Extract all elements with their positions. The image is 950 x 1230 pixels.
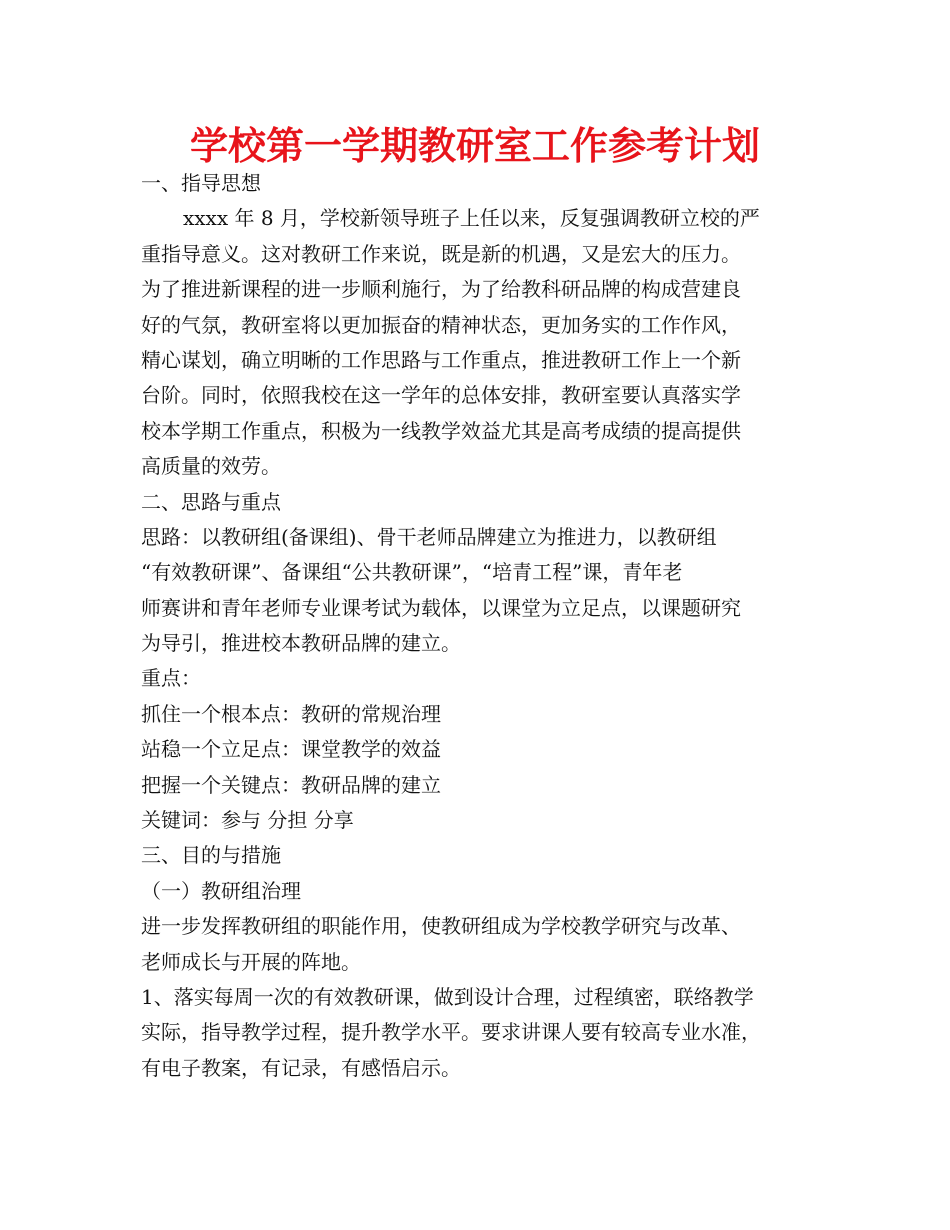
paragraph-line: 高质量的效劳。: [141, 454, 281, 479]
paragraph-line: 老师成长与开展的阵地。: [141, 949, 361, 974]
paragraph-line: xxxx 年 8 月，学校新领导班子上任以来，反复强调教研立校的严: [183, 206, 760, 231]
section-heading-goals-and-measures: 三、目的与措施: [141, 843, 281, 868]
focus-item: 站稳一个立足点：课堂教学的效益: [141, 737, 441, 762]
paragraph-line: 台阶。同时，依照我校在这一学年的总体安排，教研室要认真落实学: [141, 383, 741, 408]
section-heading-guiding-thought: 一、指导思想: [141, 171, 261, 195]
paragraph-line: 好的气氛，教研室将以更加振奋的精神状态，更加务实的工作作风，: [141, 312, 741, 337]
section-heading-ideas-and-focus: 二、思路与重点: [141, 489, 281, 514]
paragraph-line: “有效教研课”、备课组“公共教研课”，“培青工程”课，青年老: [141, 560, 683, 585]
paragraph-line: 师赛讲和青年老师专业课考试为载体，以课堂为立足点，以课题研究: [141, 595, 741, 620]
document-title: 学校第一学期教研室工作参考计划: [189, 124, 760, 168]
paragraph-line: 1、落实每周一次的有效教研课，做到设计合理，过程缜密，联络教学: [141, 984, 754, 1009]
paragraph-line: 精心谋划，确立明晰的工作思路与工作重点，推进教研工作上一个新: [141, 347, 741, 372]
focus-label: 重点：: [141, 666, 201, 691]
focus-item: 抓住一个根本点：教研的常规治理: [141, 701, 441, 726]
paragraph-line: 有电子教案，有记录，有感悟启示。: [141, 1055, 461, 1080]
paragraph-line: 实际，指导教学过程，提升教学水平。要求讲课人要有较高专业水准，: [141, 1020, 761, 1045]
paragraph-line: 校本学期工作重点，积极为一线教学效益尤其是高考成绩的提高提供: [141, 418, 741, 443]
paragraph-line: 为了推进新课程的进一步顺利施行，为了给教科研品牌的构成营建良: [141, 277, 741, 302]
paragraph-line: 重指导意义。这对教研工作来说，既是新的机遇，又是宏大的压力。: [141, 241, 741, 266]
subsection-heading-group-management: （一）教研组治理: [141, 878, 301, 903]
keywords-line: 关键词：参与 分担 分享: [141, 808, 354, 833]
paragraph-line: 进一步发挥教研组的职能作用，使教研组成为学校教学研究与改革、: [141, 914, 741, 939]
focus-item: 把握一个关键点：教研品牌的建立: [141, 772, 441, 797]
document-body: [141, 166, 831, 1086]
paragraph-line: 思路：以教研组(备课组)、骨干老师品牌建立为推进力，以教研组: [141, 524, 717, 549]
paragraph-line: 为导引，推进校本教研品牌的建立。: [141, 631, 461, 656]
